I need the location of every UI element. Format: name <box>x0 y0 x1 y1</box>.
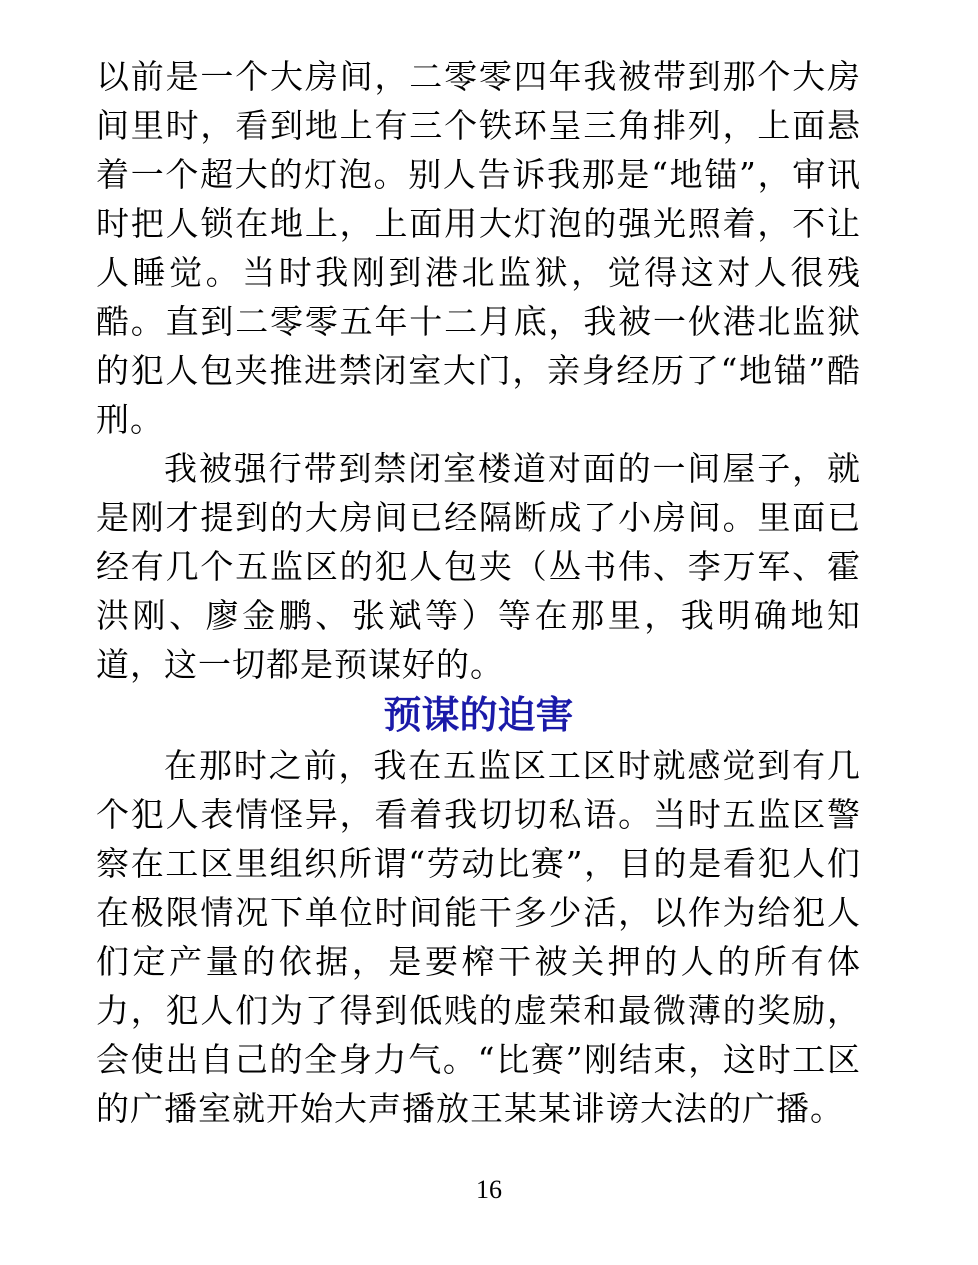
document-page <box>96 52 861 1133</box>
paragraph-1: 以前是一个大房间，二零零四年我被带到那个大房间里时，看到地上有三个铁环呈三角排列，上面悬着一个超大的灯泡。别人告诉我那是“地锚”，审讯时把人锁在地上，上面用大灯泡的强光照着，不让人睡觉。当时我刚到港北监狱，觉得这对人很残酷。直到二零零五年十二月底，我被一伙港北监狱的犯人包夹推进禁闭室大门，亲身经历了“地锚”酷刑。 <box>96 57 861 439</box>
page-number: 16 <box>476 1175 502 1204</box>
paragraph-2: 我被强行带到禁闭室楼道对面的一间屋子，就是刚才提到的大房间已经隔断成了小房间。里面已经有几个五监区的犯人包夹（丛书伟、李万军、霍洪刚、廖金鹏、张斌等）等在那里，我明确地知道，这一切都是预谋好的。 <box>96 449 861 684</box>
paragraph-3: 在那时之前，我在五监区工区时就感觉到有几个犯人表情怪异，看着我切切私语。当时五监区警察在工区里组织所谓“劳动比赛”，目的是看犯人们在极限情况下单位时间能干多少活，以作为给犯人们定产量的依据，是要榨干被关押的人的所有体力，犯人们为了得到低贱的虚荣和最微薄的奖励，会使出自己的全身力气。“比赛”刚结束，这时工区的广播室就开始大声播放王某某诽谤大法的广播。 <box>96 746 861 1128</box>
section-heading: 预谋的迫害 <box>383 693 574 737</box>
